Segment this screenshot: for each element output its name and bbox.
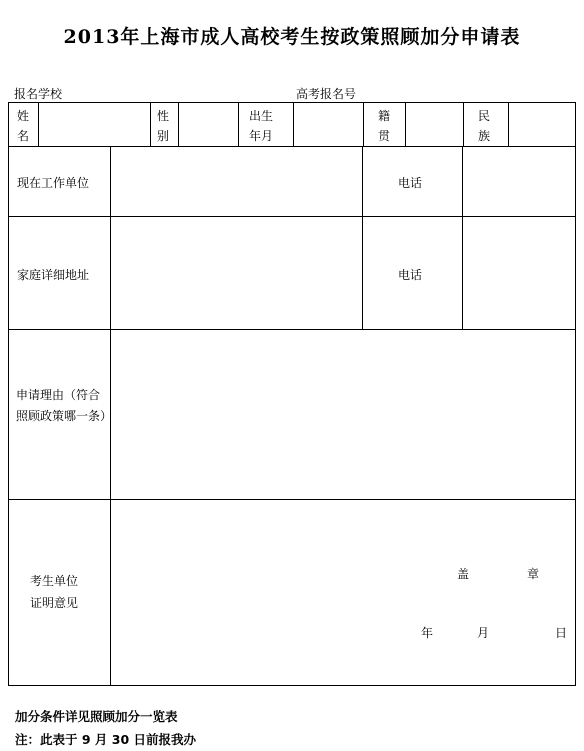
work-phone-label-cell <box>363 147 463 217</box>
date-month-label: 月 <box>477 626 490 640</box>
name-label-line2: 名 <box>17 129 30 143</box>
name-label-cell <box>9 103 39 147</box>
school-label: 报名学校 <box>14 87 63 101</box>
birth-label-cell <box>239 103 294 147</box>
ethnicity-label-cell <box>464 103 509 147</box>
reason-label-cell <box>9 330 111 500</box>
native-place-label-line1: 籍 <box>378 109 391 123</box>
ethnicity-label-line1: 民 <box>478 109 491 123</box>
native-place-label-line2: 贯 <box>378 129 391 143</box>
certify-label-cell <box>9 500 111 685</box>
seal-char-1: 盖 <box>457 567 470 581</box>
home-address-label: 家庭详细地址 <box>17 268 90 282</box>
birth-label-line2: 年月 <box>249 129 274 143</box>
footer-note-1: 加分条件详见照顾加分一览表 <box>15 709 178 724</box>
gender-label-cell <box>151 103 179 147</box>
name-field[interactable] <box>39 103 151 147</box>
home-phone-field[interactable] <box>463 217 575 330</box>
reason-label: 申请理由（符合照顾政策哪一条） <box>16 388 113 423</box>
ethnicity-label-line2: 族 <box>478 129 491 143</box>
home-address-label-cell <box>9 217 111 330</box>
birth-label-line1: 出生 <box>249 109 274 123</box>
gender-label-line1: 性 <box>157 109 170 123</box>
certify-field[interactable] <box>111 500 575 685</box>
certify-label-line2: 证明意见 <box>30 596 79 610</box>
footer-note-2: 注：此表于 9 月 30 日前报我办 <box>15 732 197 747</box>
certify-label-line1: 考生单位 <box>30 574 79 588</box>
application-form-table <box>8 102 576 686</box>
work-unit-label: 现在工作单位 <box>17 176 90 190</box>
work-unit-label-cell <box>9 147 111 217</box>
gender-field[interactable] <box>179 103 239 147</box>
date-year-label: 年 <box>421 626 434 640</box>
native-place-field[interactable] <box>406 103 464 147</box>
ethnicity-field[interactable] <box>509 103 575 147</box>
gender-label-line2: 别 <box>157 129 170 143</box>
name-label-line1: 姓 <box>17 109 30 123</box>
native-place-label-cell <box>364 103 406 147</box>
birth-field[interactable] <box>294 103 364 147</box>
home-phone-label: 电话 <box>398 268 423 282</box>
form-title: 2013年上海市成人高校考生按政策照顾加分申请表 <box>63 26 521 48</box>
seal-char-2: 章 <box>527 567 540 581</box>
home-address-field[interactable] <box>111 217 363 330</box>
exam-number-label: 高考报名号 <box>296 87 357 101</box>
work-unit-field[interactable] <box>111 147 363 217</box>
reason-field[interactable] <box>111 330 575 500</box>
home-phone-label-cell <box>363 217 463 330</box>
date-day-label: 日 <box>555 626 568 640</box>
work-phone-field[interactable] <box>463 147 575 217</box>
work-phone-label: 电话 <box>398 176 423 190</box>
